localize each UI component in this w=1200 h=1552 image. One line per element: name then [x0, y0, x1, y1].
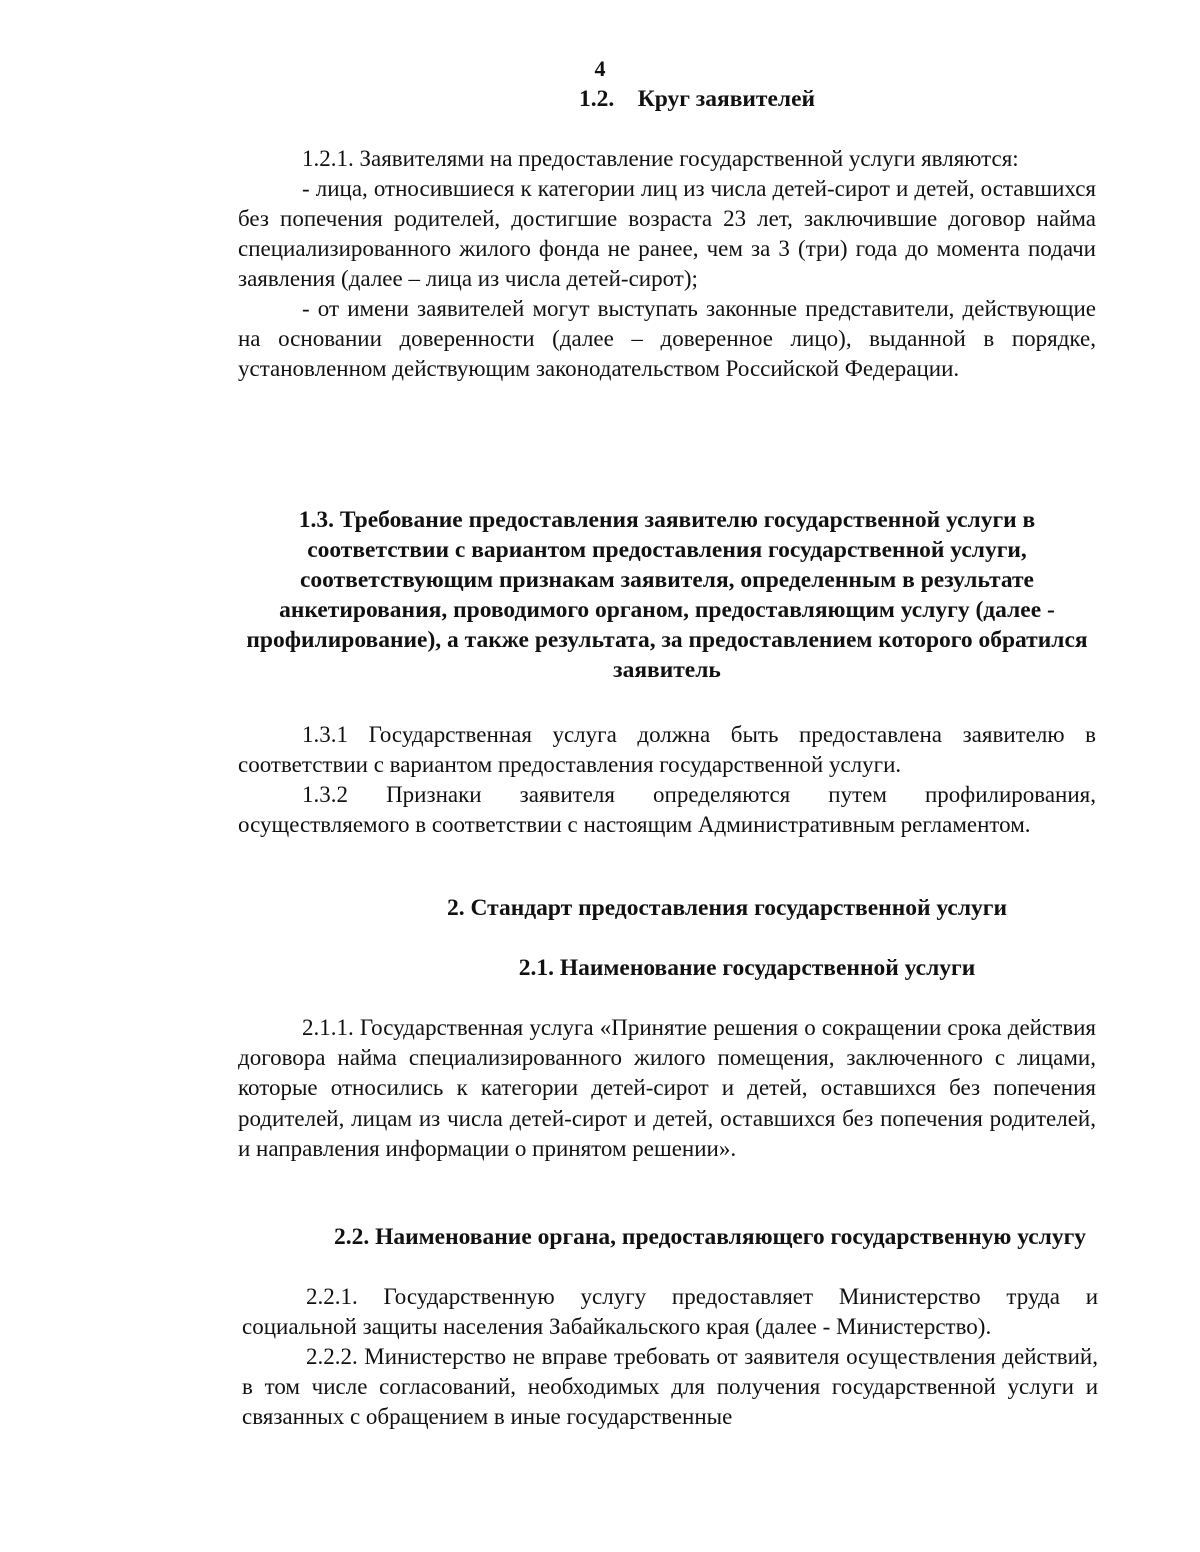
section-1-2-applicants	[238, 84, 1096, 384]
section-heading: 2.2. Наименование органа, предоставляющего государственную услугу	[333, 1224, 1087, 1250]
paragraph: - лица, относившиеся к категории лиц из числа детей-сирот и детей, оставшихся без попечения родителей, достигшие возраста 23 лет, заключившие договор найма специализированного жилого фонда не ранее, чем за 3 (три) года до момента подачи заявления (далее – лица из числа детей-сирот);	[238, 176, 1096, 291]
page-number: 4	[594, 56, 606, 81]
section-heading: 2. Стандарт предоставления государственной услуги	[446, 895, 1008, 921]
paragraph: 1.3.2 Признаки заявителя определяются путем профилирования, осуществляемого в соответствии с настоящим Административным регламентом.	[238, 782, 1096, 837]
paragraph: 1.2.1. Заявителями на предоставление государственной услуги являются:	[302, 146, 1019, 171]
section-2-2-authority	[242, 1222, 1098, 1432]
paragraph: 2.2.1. Государственную услугу предоставляет Министерство труда и социальной защиты населения Забайкальского края (далее - Министерство).	[242, 1284, 1098, 1339]
section-heading: 1.2. Круг заявителей	[578, 86, 816, 112]
section-heading: 1.3. Требование предоставления заявителю государственной услуги в соответствии с вариантом предоставления государственной услуги, соответствующим признакам заявителя, определенным в результате анкетирования, проводимого органом, предоставляющим услугу (далее - профилирование), а также результата, за предоставлением которого обратился заявитель	[246, 507, 1088, 683]
section-2-1-service-name	[238, 953, 1096, 1164]
paragraph: 2.2.2. Министерство не вправе требовать от заявителя осуществления действий, в том числе согласований, необходимых для получения государственной услуги и связанных с обращением в иные государственные	[242, 1344, 1098, 1429]
paragraph: 2.1.1. Государственная услуга «Принятие решения о сокращении срока действия договора найма специализированного жилого помещения, заключенного с лицами, которые относились к категории детей-сирот и детей, оставшихся без попечения родителей, лицам из числа детей-сирот и детей, оставшихся без попечения родителей, и направления информации о принятом решении».	[238, 1015, 1096, 1161]
section-1-3-requirement	[238, 505, 1096, 840]
section-heading: 2.1. Наименование государственной услуги	[518, 955, 976, 981]
section-2-standard	[238, 893, 1096, 923]
paragraph: - от имени заявителей могут выступать законные представители, действующие на основании доверенности (далее – доверенное лицо), выданной в порядке, установленном действующим законодательством Российской Федерации.	[238, 296, 1096, 381]
paragraph: 1.3.1 Государственная услуга должна быть предоставлена заявителю в соответствии с вариантом предоставления государственной услуги.	[238, 722, 1096, 777]
